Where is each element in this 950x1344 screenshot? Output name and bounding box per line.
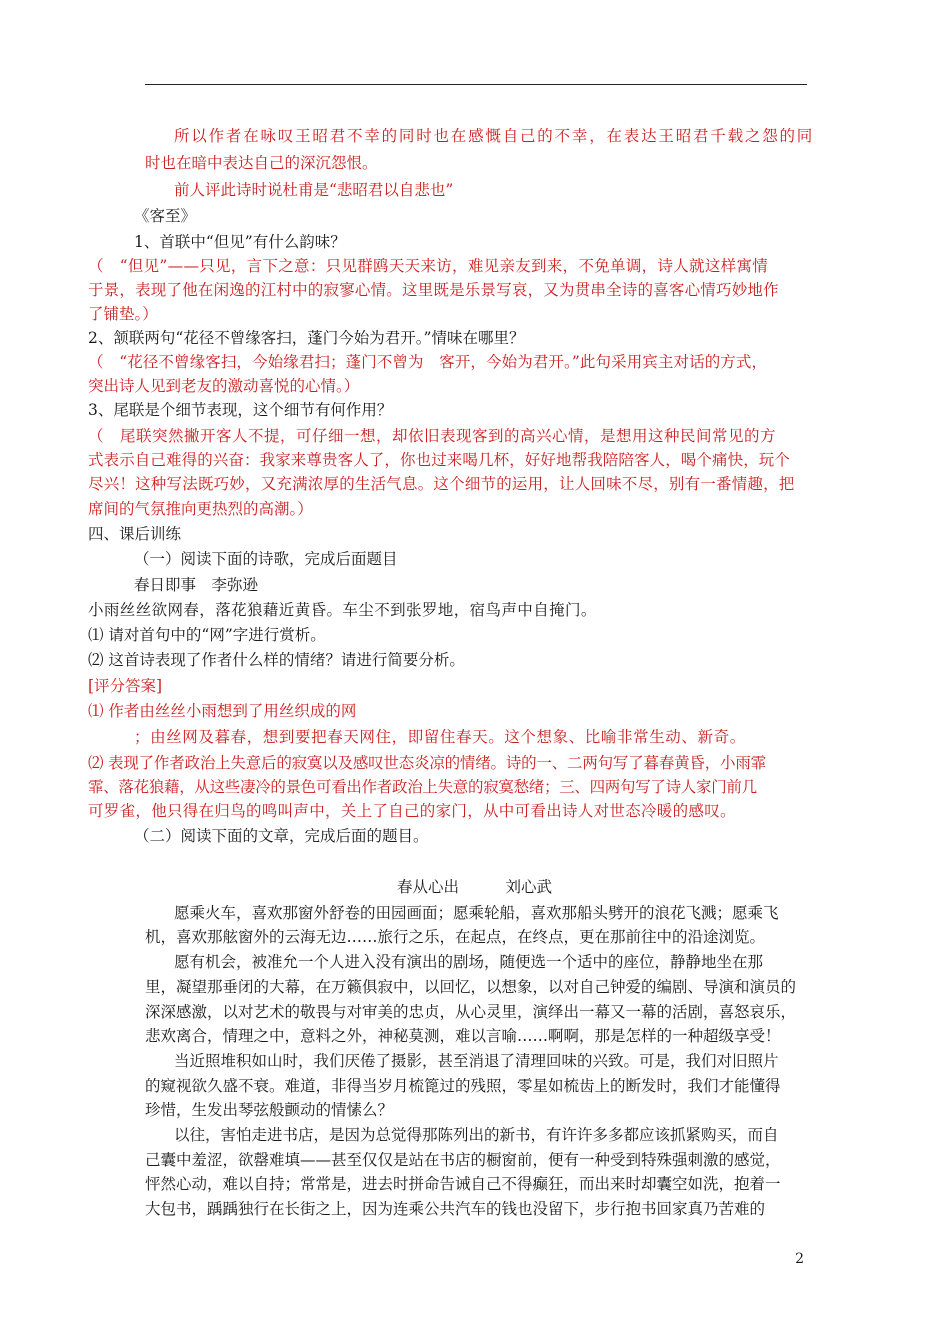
article-paragraph: 深深感激，以对艺术的敬畏与对审美的忠贞，从心灵里，演绎出一幕又一幕的活剧，喜怒哀乐， — [145, 1003, 797, 1021]
answer-heading: [评分答案] — [88, 677, 163, 695]
answer-line: （ “花径不曾缘客扫，今始缘君扫；蓬门不曾为 客开，今始为君开。”此句采用宾主对话的方式， — [88, 353, 768, 371]
answer-line: 式表示自己难得的兴奋：我家来尊贵客人了，你也过来喝几杯，好好地帮我陪陪客人，喝个痛快，玩个 — [88, 451, 791, 469]
article-paragraph: 大包书，踽踽独行在长街之上，因为连乘公共汽车的钱也没留下，步行抱书回家真乃苦难的 — [145, 1200, 766, 1218]
answer-line: 突出诗人见到老友的激动喜悦的心情。） — [88, 377, 360, 395]
answer-line: ；由丝网及暮春，想到要把春天网住，即留住春天。这个想象、比喻非常生动、新奇。 — [134, 728, 746, 746]
article-paragraph: 悲欢离合，情理之中，意料之外，神秘莫测，难以言喻……啊啊，那是怎样的一种超级享受！ — [145, 1027, 781, 1045]
question-2: ⑵ 这首诗表现了作者什么样的情绪？请进行简要分析。 — [88, 651, 465, 669]
article-paragraph: 愿有机会，被准允一个人进入没有演出的剧场，随便选一个适中的座位，静静地坐在那 — [174, 953, 764, 971]
subsection-heading: （二）阅读下面的文章，完成后面的题目。 — [134, 827, 429, 845]
subsection-heading: （一）阅读下面的诗歌，完成后面题目 — [134, 550, 398, 568]
article-paragraph: 珍惜，生发出琴弦般颤动的情愫么？ — [145, 1101, 394, 1119]
article-paragraph: 的窥视欲久盛不衰。难道，非得当岁月梳篦过的残照，零星如梳齿上的断发时，我们才能懂得 — [145, 1077, 781, 1095]
header-rule — [145, 84, 807, 85]
poem-text: 小雨丝丝欲网春，落花狼藉近黄昏。车尘不到张罗地，宿鸟声中自掩门。 — [88, 601, 597, 619]
answer-line: 席间的气氛推向更热烈的高潮。） — [88, 500, 313, 518]
answer-line: 时也在暗中表达自己的深沉怨恨。 — [145, 154, 378, 172]
page-number: 2 — [795, 1251, 804, 1267]
answer-line: 于景，表现了他在闲逸的江村中的寂寥心情。这里既是乐景写哀，又为贯串全诗的喜客心情巧妙地作 — [88, 281, 779, 299]
article-paragraph: 以往，害怕走进书店，是因为总觉得那陈列出的新书，有许许多多都应该抓紧购买，而自 — [174, 1126, 779, 1144]
question-3: 3、尾联是个细节表现，这个细节有何作用？ — [88, 401, 393, 419]
answer-line: 所以作者在咏叹王昭君不幸的同时也在感慨自己的不幸，在表达王昭君千载之怨的同 — [174, 127, 815, 145]
article-title: 春从心出 刘心武 — [397, 878, 553, 896]
section-heading: 四、课后训练 — [88, 525, 182, 543]
answer-line: ⑴ 作者由丝丝小雨想到了用丝织成的网 — [88, 702, 357, 720]
article-paragraph: 愿乘火车，喜欢那窗外舒卷的田园画面；愿乘轮船，喜欢那船头劈开的浪花飞溅；愿乘飞 — [174, 904, 779, 922]
article-paragraph: 己囊中羞涩，欲罄难填——甚至仅仅是站在书店的橱窗前，便有一种受到特殊强刺激的感觉， — [145, 1151, 781, 1169]
article-paragraph: 机，喜欢那舷窗外的云海无边……旅行之乐，在起点，在终点，更在那前往中的沿途浏览。 — [145, 928, 766, 946]
question-2: 2、颔联两句“花径不曾缘客扫，蓬门今始为君开。”情味在哪里？ — [88, 329, 525, 347]
poem-title: 《客至》 — [134, 207, 197, 225]
question-1: 1、首联中“但见”有什么韵味？ — [134, 233, 346, 251]
answer-line: 尽兴！这种写法既巧妙，又充满浓厚的生活气息。这个细节的运用，让人回味不尽，别有一番情趣，把 — [88, 475, 795, 493]
answer-line: 霏、落花狼藉，从这些凄冷的景色可看出作者政治上失意的寂寞愁绪；三、四两句写了诗人家门前几 — [88, 778, 757, 796]
answer-line: 可罗雀，他只得在归鸟的鸣叫声中，关上了自己的家门，从中可看出诗人对世态冷暖的感叹。 — [88, 802, 736, 820]
poem-title: 春日即事 李弥逊 — [134, 576, 259, 594]
article-paragraph: 当近照堆积如山时，我们厌倦了摄影，甚至消退了清理回味的兴致。可是，我们对旧照片 — [174, 1052, 779, 1070]
answer-line: ⑵ 表现了作者政治上失意后的寂寞以及感叹世态炎凉的情绪。诗的一、二两句写了暮春黄昏，小雨霏 — [88, 754, 766, 772]
article-paragraph: 怦然心动，难以自持；常常是，进去时拼命告诫自己不得癫狂，而出来时却囊空如洗，抱着一 — [145, 1175, 781, 1193]
question-1: ⑴ 请对首句中的“网”字进行赏析。 — [88, 626, 326, 644]
article-paragraph: 里，凝望那垂闭的大幕，在万籁俱寂中，以回忆，以想象，以对自己钟爱的编剧、导演和演员的 — [145, 978, 797, 996]
answer-line: 了铺垫。） — [88, 305, 158, 323]
answer-line: （ “但见”——只见，言下之意：只见群鸥天天来访，难见亲友到来，不免单调，诗人就这样寓情 — [88, 257, 769, 275]
answer-line: 前人评此诗时说杜甫是“悲昭君以自悲也” — [174, 181, 454, 199]
answer-line: （ 尾联突然撇开客人不提，可仔细一想，却依旧表现客到的高兴心情，是想用这种民间常见的方 — [88, 427, 777, 445]
